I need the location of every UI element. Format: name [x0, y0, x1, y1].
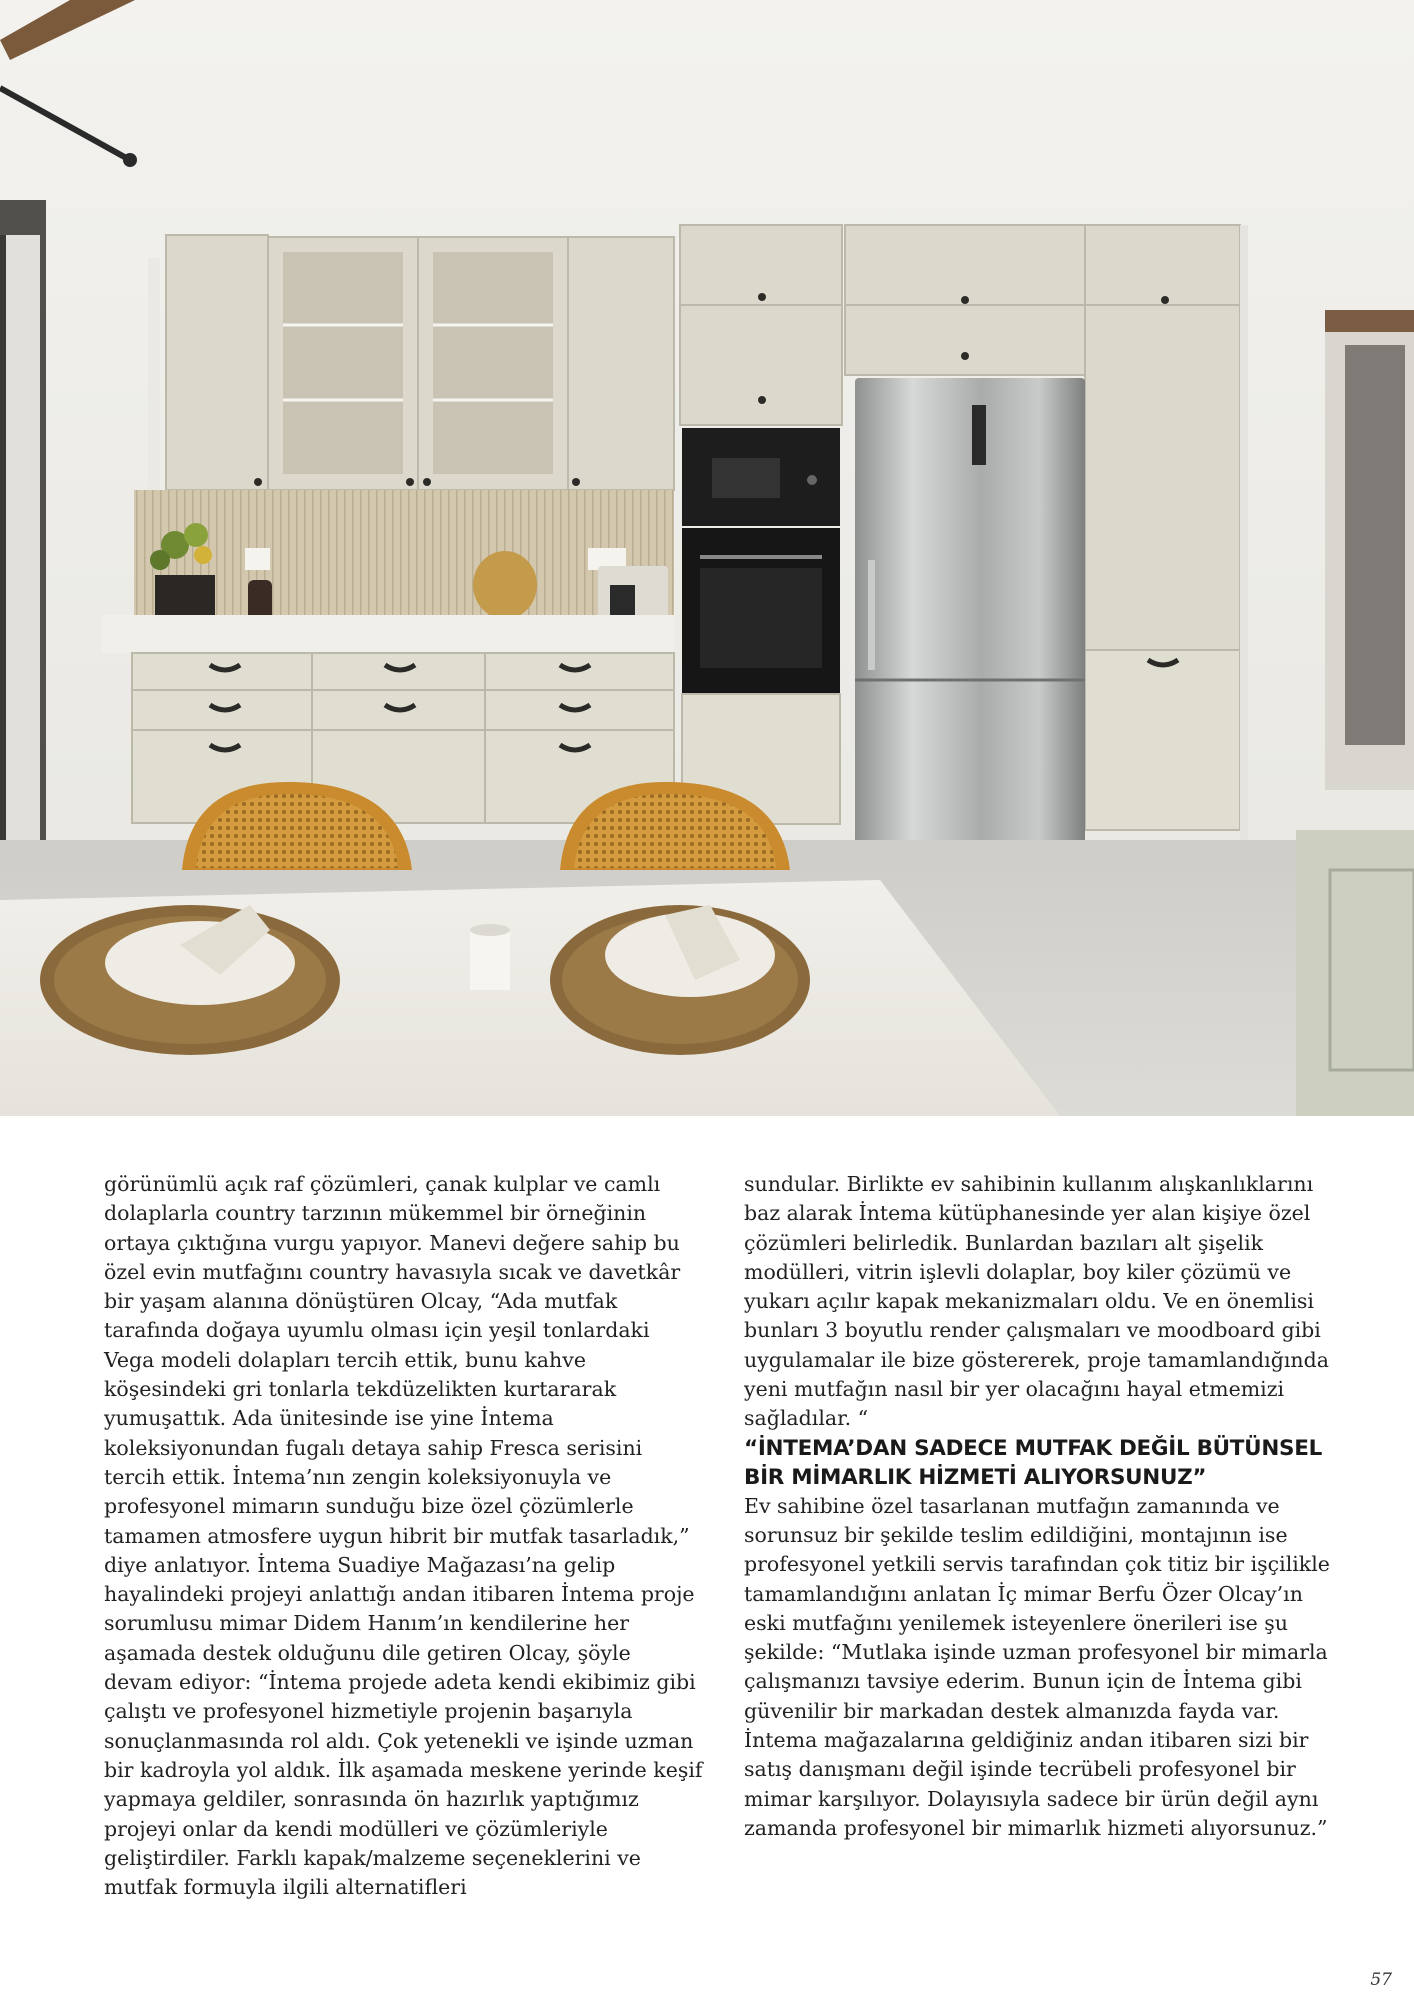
left-column-text: görünümlü açık raf çözümleri, çanak kulplar ve camlı dolaplarla country tarzının mükemmel bir örneğinin ortaya çıktığına vurgu yapıyor. Manevi değere sahip bu özel evin mutfağını country havasıyla sıcak ve davetkâr bir yaşam alanına dönüştüren Olcay, “Ada mutfak tarafında doğaya uyumlu olması için yeşil tonlardaki Vega modeli dolapları tercih ettik, bunu kahve köşesindeki gri tonlarla tekdüzelikten kurtararak yumuşattık. Ada ünitesinde ise yine İntema koleksiyonundan fugalı detaya sahip Fresca serisini tercih ettik. İntema’nın zengin koleksiyonuyla ve profesyonel mimarın sunduğu bize özel çözümlerle tamamen atmosfere uygun hibrit bir mutfak tasarladık,” diye anlatıyor. İntema Suadiye Mağazası’na gelip hayalindeki projeyi anlattığı andan itibaren İntema proje sorumlusu mimar Didem Hanım’ın kendilerine her aşamada destek olduğunu dile getiren Olcay, şöyle devam ediyor: “İntema projede adeta kendi ekibimiz gibi çalıştı ve profesyonel hizmetiyle projenin başarıyla sonuçlanmasında rol aldı. Çok yetenekli ve işinde uzman bir kadroyla yol aldık. İlk aşamada meskene yerinde keşif yapmaya geldiler, sonrasında ön hazırlık yaptığımız projeyi onlar da kendi modülleri ve çözümleriyle geliştirdiler. Farklı kapak/malzeme seçeneklerini ve mutfak formuyla ilgili alternatifleri	[104, 1172, 703, 1900]
countertop	[102, 615, 674, 653]
refrigerator	[855, 378, 1085, 878]
right-column-text-2: Ev sahibine özel tasarlanan mutfağın zamanında ve sorunsuz bir şekilde teslim edildiğini, montajının ise profesyonel yetkili servis tarafından çok titiz bir işçilikle tamamlandığını anlatan İç mimar Berfu Özer Olcay’ın eski mutfağını yenilemek isteyenlere önerileri ise şu şekilde: “Mutlaka işinde uzman profesyonel bir mimarla çalışmanızı tavsiye ederim. Bunun için de İntema gibi güvenilir bir markadan destek almanızda fayda var. İntema mağazalarına geldiğiniz andan itibaren sizi bir satış danışmanı değil işinde tecrübeli profesyonel bir mimar karşılıyor. Dolayısıyla sadece bir ürün değil aynı zamanda profesyonel bir mimarlık hizmeti alıyorsunuz.”	[744, 1493, 1330, 1840]
page-number: 57	[1370, 1970, 1392, 1990]
left-column	[104, 1170, 704, 1902]
oven-column	[680, 225, 842, 824]
right-beam	[1325, 310, 1414, 332]
island	[1296, 790, 1414, 1116]
lower-cabinets	[132, 653, 674, 823]
right-column-text-1: sundular. Birlikte ev sahibinin kullanım alışkanlıklarını baz alarak İntema kütüphanesinde yer alan kişiye özel çözümleri belirledik. Bunlardan bazıları alt şişelik modülleri, vitrin işlevli dolaplar, boy kiler çözümü ve yukarı açılır kapak mekanizmaları oldu. Ve en önemlisi bunları 3 boyutlu render çalışmaları ve moodboard gibi uygulamalar ile bize göstererek, proje tamamlandığında yeni mutfağın nasıl bir yer olacağını hayal etmemizi sağladılar. “	[744, 1172, 1329, 1431]
upper-cabinets	[166, 235, 674, 490]
article-subheading: “İNTEMA’DAN SADECE MUTFAK DEĞİL BÜTÜNSEL BİR MİMARLIK HİZMETİ ALIYORSUNUZ”	[744, 1435, 1323, 1490]
right-column	[744, 1170, 1344, 1843]
